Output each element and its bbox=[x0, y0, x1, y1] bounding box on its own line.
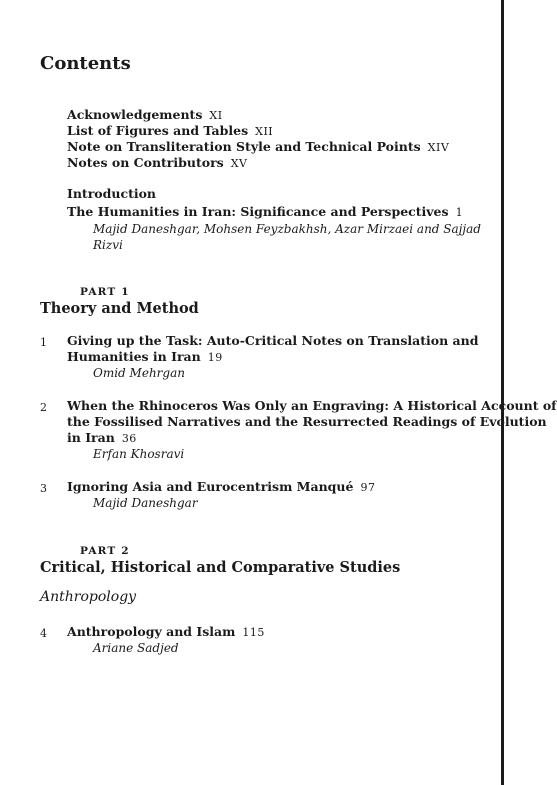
toc-entry-title: Note on Transliteration Style and Technical Points bbox=[67, 139, 421, 154]
chapter-title: in Iran bbox=[67, 430, 115, 445]
toc-entry-page: XIV bbox=[427, 141, 450, 154]
chapter-title-cont[interactable] bbox=[67, 430, 137, 447]
part-label: PART 1 bbox=[80, 286, 130, 298]
chapter-title[interactable]: Giving up the Task: Auto-Critical Notes on Translation and bbox=[67, 333, 479, 348]
chapter-title: Ignoring Asia and Eurocentrism Manqué bbox=[67, 479, 354, 494]
chapter-title-cont[interactable] bbox=[67, 624, 265, 641]
toc-entry-title: List of Figures and Tables bbox=[67, 123, 249, 138]
toc-entry[interactable] bbox=[67, 123, 273, 140]
chapter-number: 4 bbox=[40, 627, 47, 640]
toc-entry-title: The Humanities in Iran: Significance and Perspectives bbox=[67, 204, 449, 219]
introduction-label: Introduction bbox=[67, 186, 157, 201]
chapter-page: 97 bbox=[360, 481, 376, 494]
toc-entry-page: 1 bbox=[455, 206, 464, 219]
toc-entry[interactable] bbox=[67, 204, 463, 221]
toc-entry-page: XI bbox=[209, 109, 223, 122]
toc-entry[interactable] bbox=[67, 139, 449, 156]
part-title: Theory and Method bbox=[40, 300, 199, 317]
toc-entry-page: XII bbox=[255, 125, 274, 138]
chapter-page: 19 bbox=[207, 351, 223, 364]
toc-entry-title: Notes on Contributors bbox=[67, 155, 224, 170]
toc-entry-title: Acknowledgements bbox=[67, 107, 203, 122]
page-title: Contents bbox=[40, 53, 131, 74]
chapter-author: Ariane Sadjed bbox=[93, 641, 179, 655]
chapter-number: 3 bbox=[40, 482, 47, 495]
toc-entry-author: Rizvi bbox=[93, 238, 123, 252]
chapter-title[interactable]: When the Rhinoceros Was Only an Engraving: A Historical Account of bbox=[67, 398, 557, 413]
chapter-title[interactable]: the Fossilised Narratives and the Resurrected Readings of Evolution bbox=[67, 414, 547, 429]
chapter-title-cont[interactable] bbox=[67, 479, 375, 496]
toc-entry-author: Majid Daneshgar, Mohsen Feyzbakhsh, Azar Mirzaei and Sajjad bbox=[93, 222, 481, 236]
toc-entry-page: XV bbox=[230, 157, 248, 170]
part-title: Critical, Historical and Comparative Studies bbox=[40, 559, 401, 576]
page-edge bbox=[501, 0, 504, 785]
chapter-title-cont[interactable] bbox=[67, 349, 223, 366]
chapter-page: 115 bbox=[242, 626, 265, 639]
chapter-number: 2 bbox=[40, 401, 47, 414]
chapter-author: Majid Daneshgar bbox=[93, 496, 198, 510]
section-title: Anthropology bbox=[40, 589, 137, 605]
chapter-title: Humanities in Iran bbox=[67, 349, 201, 364]
part-label: PART 2 bbox=[80, 545, 130, 557]
toc-entry[interactable] bbox=[67, 107, 223, 124]
chapter-author: Erfan Khosravi bbox=[93, 447, 185, 461]
chapter-author: Omid Mehrgan bbox=[93, 366, 185, 380]
toc-entry[interactable] bbox=[67, 155, 247, 172]
chapter-number: 1 bbox=[40, 336, 47, 349]
chapter-page: 36 bbox=[121, 432, 137, 445]
chapter-title: Anthropology and Islam bbox=[67, 624, 236, 639]
